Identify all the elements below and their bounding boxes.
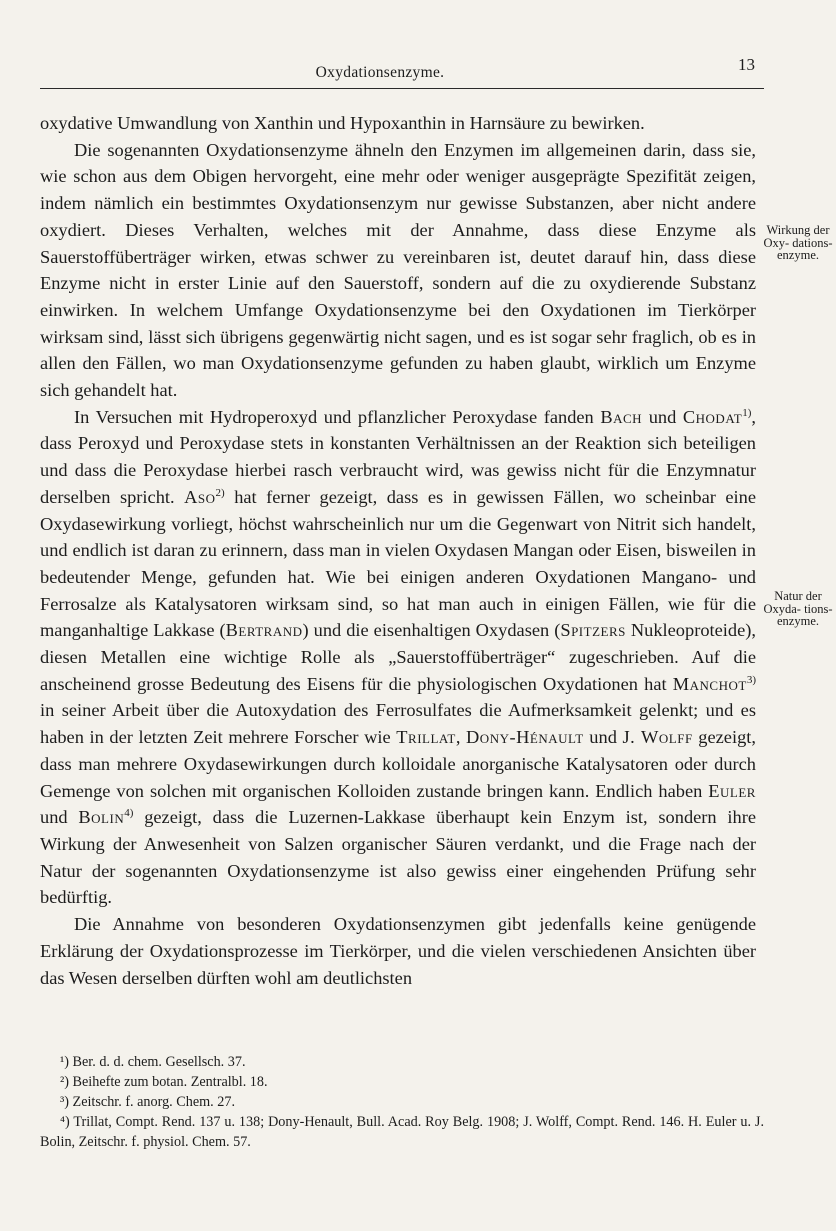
paragraph-3 — [40, 404, 756, 911]
author-name: J. Wolff — [622, 727, 693, 748]
text-run: gezeigt, dass die Luzernen-Lakkase überhaupt kein Enzym ist, sondern ihre Wirkung der Anwesenheit von Salzen organischer Säuren verdankt, und die Frage nach der Natur der sogenannten Oxydationsenzyme ist also gewiss einer eingehenden Prüfung sehr bedürftig. — [40, 807, 756, 908]
footnote-ref: 2) — [215, 486, 225, 499]
text-run: In Versuchen mit Hydroperoxyd und pflanzlicher Peroxydase fanden — [74, 406, 594, 427]
header-rule — [40, 88, 764, 89]
author-name: Chodat — [682, 406, 743, 427]
text-run: in seiner Arbeit über die Autoxydation des Ferrosulfates die Aufmerksamkeit gelenkt; und es haben in der letzten Zeit mehrere Forscher wie — [40, 700, 756, 748]
text-run: gezeigt, dass man mehrere Oxydasewirkungen durch kolloidale anorganische Katalysatoren oder durch Gemenge von solchen mit organischen Kolloiden zustande bringen kann. Endlich haben — [40, 727, 756, 801]
text-run: und — [648, 406, 677, 427]
footnote-ref: 3) — [746, 673, 756, 686]
author-name: Aso — [184, 486, 216, 507]
author-name: Dony-Hénault — [466, 727, 584, 748]
footnotes — [40, 1052, 764, 1152]
margin-note-natur: Natur der Oxyda- tions- enzyme. — [763, 589, 833, 628]
author-name: Bolin — [78, 807, 125, 828]
text-run: ) und die eisenhaltigen Oxydasen ( — [302, 620, 561, 641]
footnote-2: ²) Beihefte zum botan. Zentralbl. 18. — [60, 1074, 268, 1090]
author-name: Euler — [708, 780, 756, 801]
author-name: Trillat — [396, 727, 456, 748]
author-name: Bach — [600, 406, 643, 427]
author-name: Spitzers — [560, 620, 626, 641]
author-name: Manchot — [672, 673, 747, 694]
text-run: , — [455, 727, 461, 748]
text-run: hat ferner gezeigt, dass es in gewissen Fällen, wo scheinbar eine Oxydasewirkung vorliegt, höchst wahrscheinlich nur um die Gegenwart von Nitrit sich handelt, und endlich ist daran zu erinnern, dass man in vielen Oxydasen Mangan oder Eisen, bisweilen in bedeutender Menge, gefunden hat. Wie bei einigen anderen Oxydationen Mangano- und Ferrosalze als Katalysatoren wirksam sind, so hat man auch in einigen Fällen, wie für die manganhaltige Lakkase ( — [40, 486, 756, 641]
page-number: 13 — [738, 55, 755, 74]
footnote-4: ⁴) Trillat, Compt. Rend. 137 u. 138; Dony-Henault, Bull. Acad. Roy Belg. 1908; J. Wolff, Compt. Rend. 146. H. Euler u. J. Bolin, Zeitschr. f. physiol. Chem. 57. — [40, 1114, 764, 1150]
paragraph-1: oxydative Umwandlung von Xanthin und Hypoxanthin in Harnsäure zu bewirken. — [40, 113, 645, 133]
author-name: Bertrand — [225, 620, 303, 641]
footnote-ref: 4) — [124, 807, 134, 820]
body-text — [40, 110, 756, 991]
paragraph-4: Die Annahme von besonderen Oxydationsenzymen gibt jedenfalls keine genügende Erklärung der Oxydationsprozesse im Tierkörper, und die vielen verschiedenen Ansichten über das Wesen derselben dürften wohl am deutlichsten — [40, 914, 756, 988]
text-run: Nukleoproteide), diesen Metallen eine wichtige Rolle als „Sauerstoffüberträger“ zugeschrieben. Auf die anscheinend grosse Bedeutung des Eisens für die physiologischen Oxydationen hat — [40, 620, 756, 694]
running-title: Oxydationsenzyme. — [315, 64, 445, 81]
text-run: und — [589, 727, 617, 748]
footnote-ref: 1) — [742, 406, 752, 419]
text-run: , dass Peroxyd und Peroxydase stets in konstanten Verhältnissen an der Reaktion sich beteiligen und dass die Peroxydase hierbei rasch verbraucht wird, was gewiss nicht für die Enzymnatur derselben spricht. — [40, 406, 756, 507]
footnote-1: ¹) Ber. d. d. chem. Gesellsch. 37. — [60, 1054, 246, 1070]
margin-note-wirkung: Wirkung der Oxy- dations- enzyme. — [763, 223, 833, 262]
footnote-3: ³) Zeitschr. f. anorg. Chem. 27. — [60, 1094, 235, 1110]
paragraph-2: Die sogenannten Oxydationsenzyme ähneln den Enzymen im allgemeinen darin, dass sie, wie schon aus dem Obigen hervorgeht, eine mehr oder weniger ausgeprägte Spezifität zeigen, indem nämlich ein bestimmtes Oxydationsenzym nur gewisse Substanzen, aber nicht andere oxydiert. Dieses Verhalten, welches mit der Annahme, dass diese Enzyme als Sauerstoffüberträger wirken, etwas schwer zu vereinbaren ist, deutet darauf hin, dass diese Enzyme nicht in erster Linie auf den Sauerstoff, sondern auf die zu oxydierende Substanz einwirken. In welchem Umfange Oxydationsenzyme bei den Oxydationen im Tierkörper wirksam sind, lässt sich übrigens gegenwärtig nicht sagen, und es ist sogar sehr fraglich, ob es in allen den Fällen, wo man Oxydationsenzyme gefunden zu haben glaubt, wirklich um Enzyme sich gehandelt hat. — [40, 139, 756, 401]
text-run: und — [40, 807, 68, 828]
